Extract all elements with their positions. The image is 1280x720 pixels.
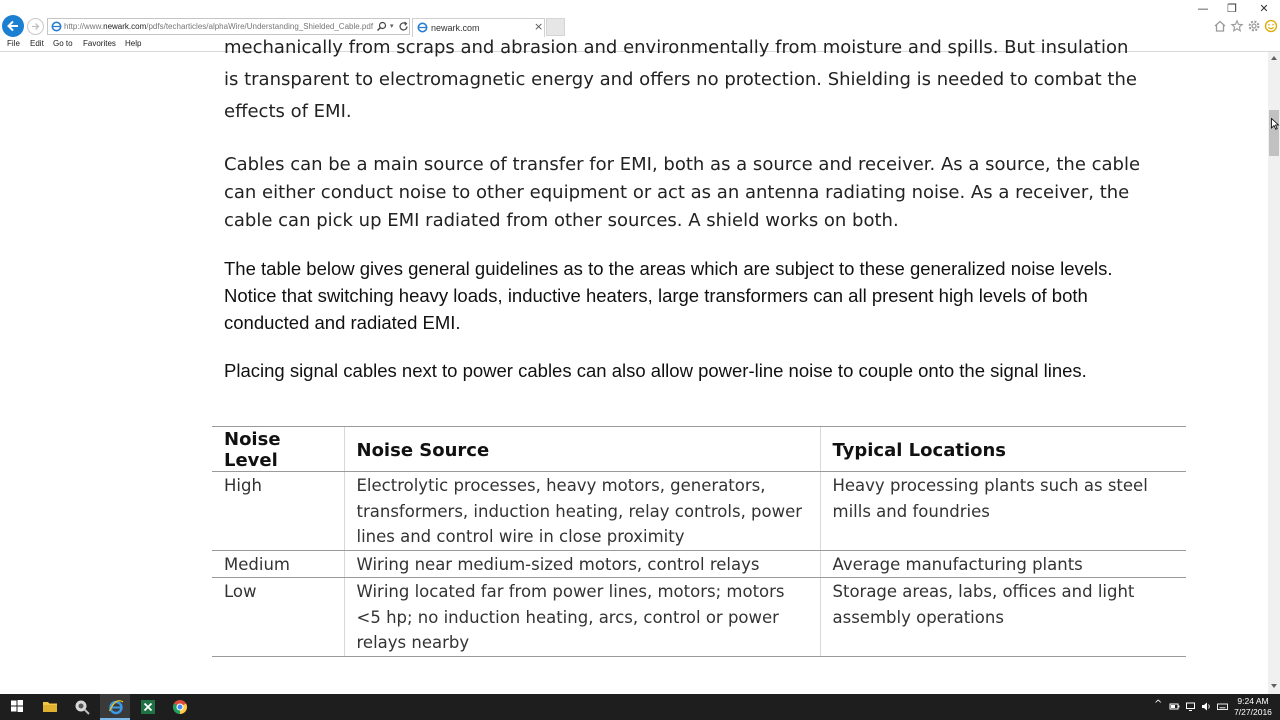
- internet-explorer-icon: [108, 699, 124, 715]
- taskbar-internet-explorer[interactable]: [100, 694, 130, 720]
- menu-go-to[interactable]: Go to: [53, 39, 73, 48]
- noise-level-table: [212, 426, 1186, 657]
- windows-start-icon: [10, 699, 24, 713]
- scroll-thumb[interactable]: [1269, 110, 1279, 156]
- tab-label: newark.com: [431, 23, 480, 33]
- mouse-cursor-icon: [1271, 118, 1279, 130]
- table-header-row: [212, 427, 1186, 472]
- cell-noise-level: High: [212, 472, 344, 551]
- keyboard-icon[interactable]: [1217, 701, 1228, 712]
- volume-icon[interactable]: [1201, 701, 1212, 712]
- cell-noise-level: Low: [212, 578, 344, 657]
- gear-icon[interactable]: [1247, 19, 1261, 33]
- close-icon[interactable]: ×: [534, 20, 544, 33]
- clock-time[interactable]: 9:24 AM: [1237, 696, 1269, 706]
- forward-button[interactable]: [27, 18, 44, 35]
- taskbar-excel[interactable]: [132, 694, 162, 720]
- home-icon[interactable]: [1213, 19, 1227, 33]
- cell-noise-level: Medium: [212, 550, 344, 578]
- scroll-up-arrow-icon[interactable]: [1271, 56, 1277, 60]
- menu-file[interactable]: File: [7, 39, 20, 48]
- taskbar-file-explorer[interactable]: [34, 694, 64, 720]
- excel-icon: [140, 699, 156, 715]
- battery-icon[interactable]: [1169, 701, 1180, 712]
- star-icon[interactable]: [1230, 19, 1244, 33]
- smiley-icon[interactable]: [1264, 19, 1278, 33]
- table-row: [212, 472, 1186, 551]
- paragraph-signal-cables: Placing signal cables next to power cables can also allow power-line noise to couple onto the signal lines.: [224, 360, 1087, 381]
- back-button[interactable]: [2, 15, 24, 37]
- network-icon[interactable]: [1185, 701, 1196, 712]
- cell-noise-source: Wiring near medium-sized motors, control relays: [344, 550, 820, 578]
- cell-typical-locations: Heavy processing plants such as steel mills and foundries: [820, 472, 1186, 551]
- clock-date[interactable]: 7/27/2016: [1234, 707, 1272, 717]
- table-row: [212, 578, 1186, 657]
- forward-arrow-icon: [31, 22, 40, 31]
- header-noise-level: Noise Level: [212, 427, 344, 472]
- address-url[interactable]: http://www.newark.com/pdfs/techarticles/alphaWire/Understanding_Shielded_Cable.pdf: [64, 22, 374, 31]
- cell-noise-source: Electrolytic processes, heavy motors, generators, transformers, induction heating, relay controls, power lines and control wire in close proximity: [344, 472, 820, 551]
- file-explorer-icon: [42, 699, 58, 713]
- taskbar: [0, 694, 1280, 720]
- taskbar-app[interactable]: [66, 694, 96, 720]
- search-icon[interactable]: [376, 21, 387, 32]
- chrome-icon: [172, 699, 188, 715]
- start-button[interactable]: [2, 694, 32, 720]
- menu-edit[interactable]: Edit: [30, 39, 44, 48]
- cell-typical-locations: Storage areas, labs, offices and light assembly operations: [820, 578, 1186, 657]
- ie-page-icon: [51, 21, 62, 32]
- back-arrow-icon: [6, 19, 20, 33]
- tray-expand-icon[interactable]: ^: [1154, 699, 1163, 710]
- cell-typical-locations: Average manufacturing plants: [820, 550, 1186, 578]
- close-window-button[interactable]: ✕: [1259, 2, 1269, 15]
- minimize-button[interactable]: —: [1197, 2, 1209, 15]
- taskbar-chrome[interactable]: [164, 694, 194, 720]
- scroll-down-arrow-icon[interactable]: [1271, 684, 1277, 688]
- refresh-icon[interactable]: [398, 21, 409, 32]
- cell-noise-source: Wiring located far from power lines, motors; motors <5 hp; no induction heating, arcs, control or power relays nearby: [344, 578, 820, 657]
- menu-favorites[interactable]: Favorites: [83, 39, 116, 48]
- vertical-scrollbar[interactable]: [1268, 52, 1280, 694]
- app-icon: [74, 699, 90, 715]
- paragraph-insulation: mechanically from scraps and abrasion and environmentally from moisture and spills. But insulation is transparent to electromagnetic energy and offers no protection. Shielding is needed to combat the effects of EMI.: [224, 37, 1137, 122]
- chevron-down-icon[interactable]: ▾: [390, 22, 394, 30]
- paragraph-table-intro: The table below gives general guidelines as to the areas which are subject to these generalized noise levels. Notice that switching heavy loads, inductive heaters, large transformers can all present high levels of both conducted and radiated EMI.: [224, 258, 1113, 333]
- paragraph-cables-emi: Cables can be a main source of transfer for EMI, both as a source and receiver. As a source, the cable can either conduct noise to other equipment or act as an antenna radiating noise. As a receiver, the cable can pick up EMI radiated from other sources. A shield works on both.: [224, 154, 1141, 231]
- table-row: [212, 550, 1186, 578]
- menu-help[interactable]: Help: [125, 39, 142, 48]
- maximize-button[interactable]: ❐: [1227, 2, 1237, 15]
- header-noise-source: Noise Source: [344, 427, 820, 472]
- header-typical-locations: Typical Locations: [820, 427, 1186, 472]
